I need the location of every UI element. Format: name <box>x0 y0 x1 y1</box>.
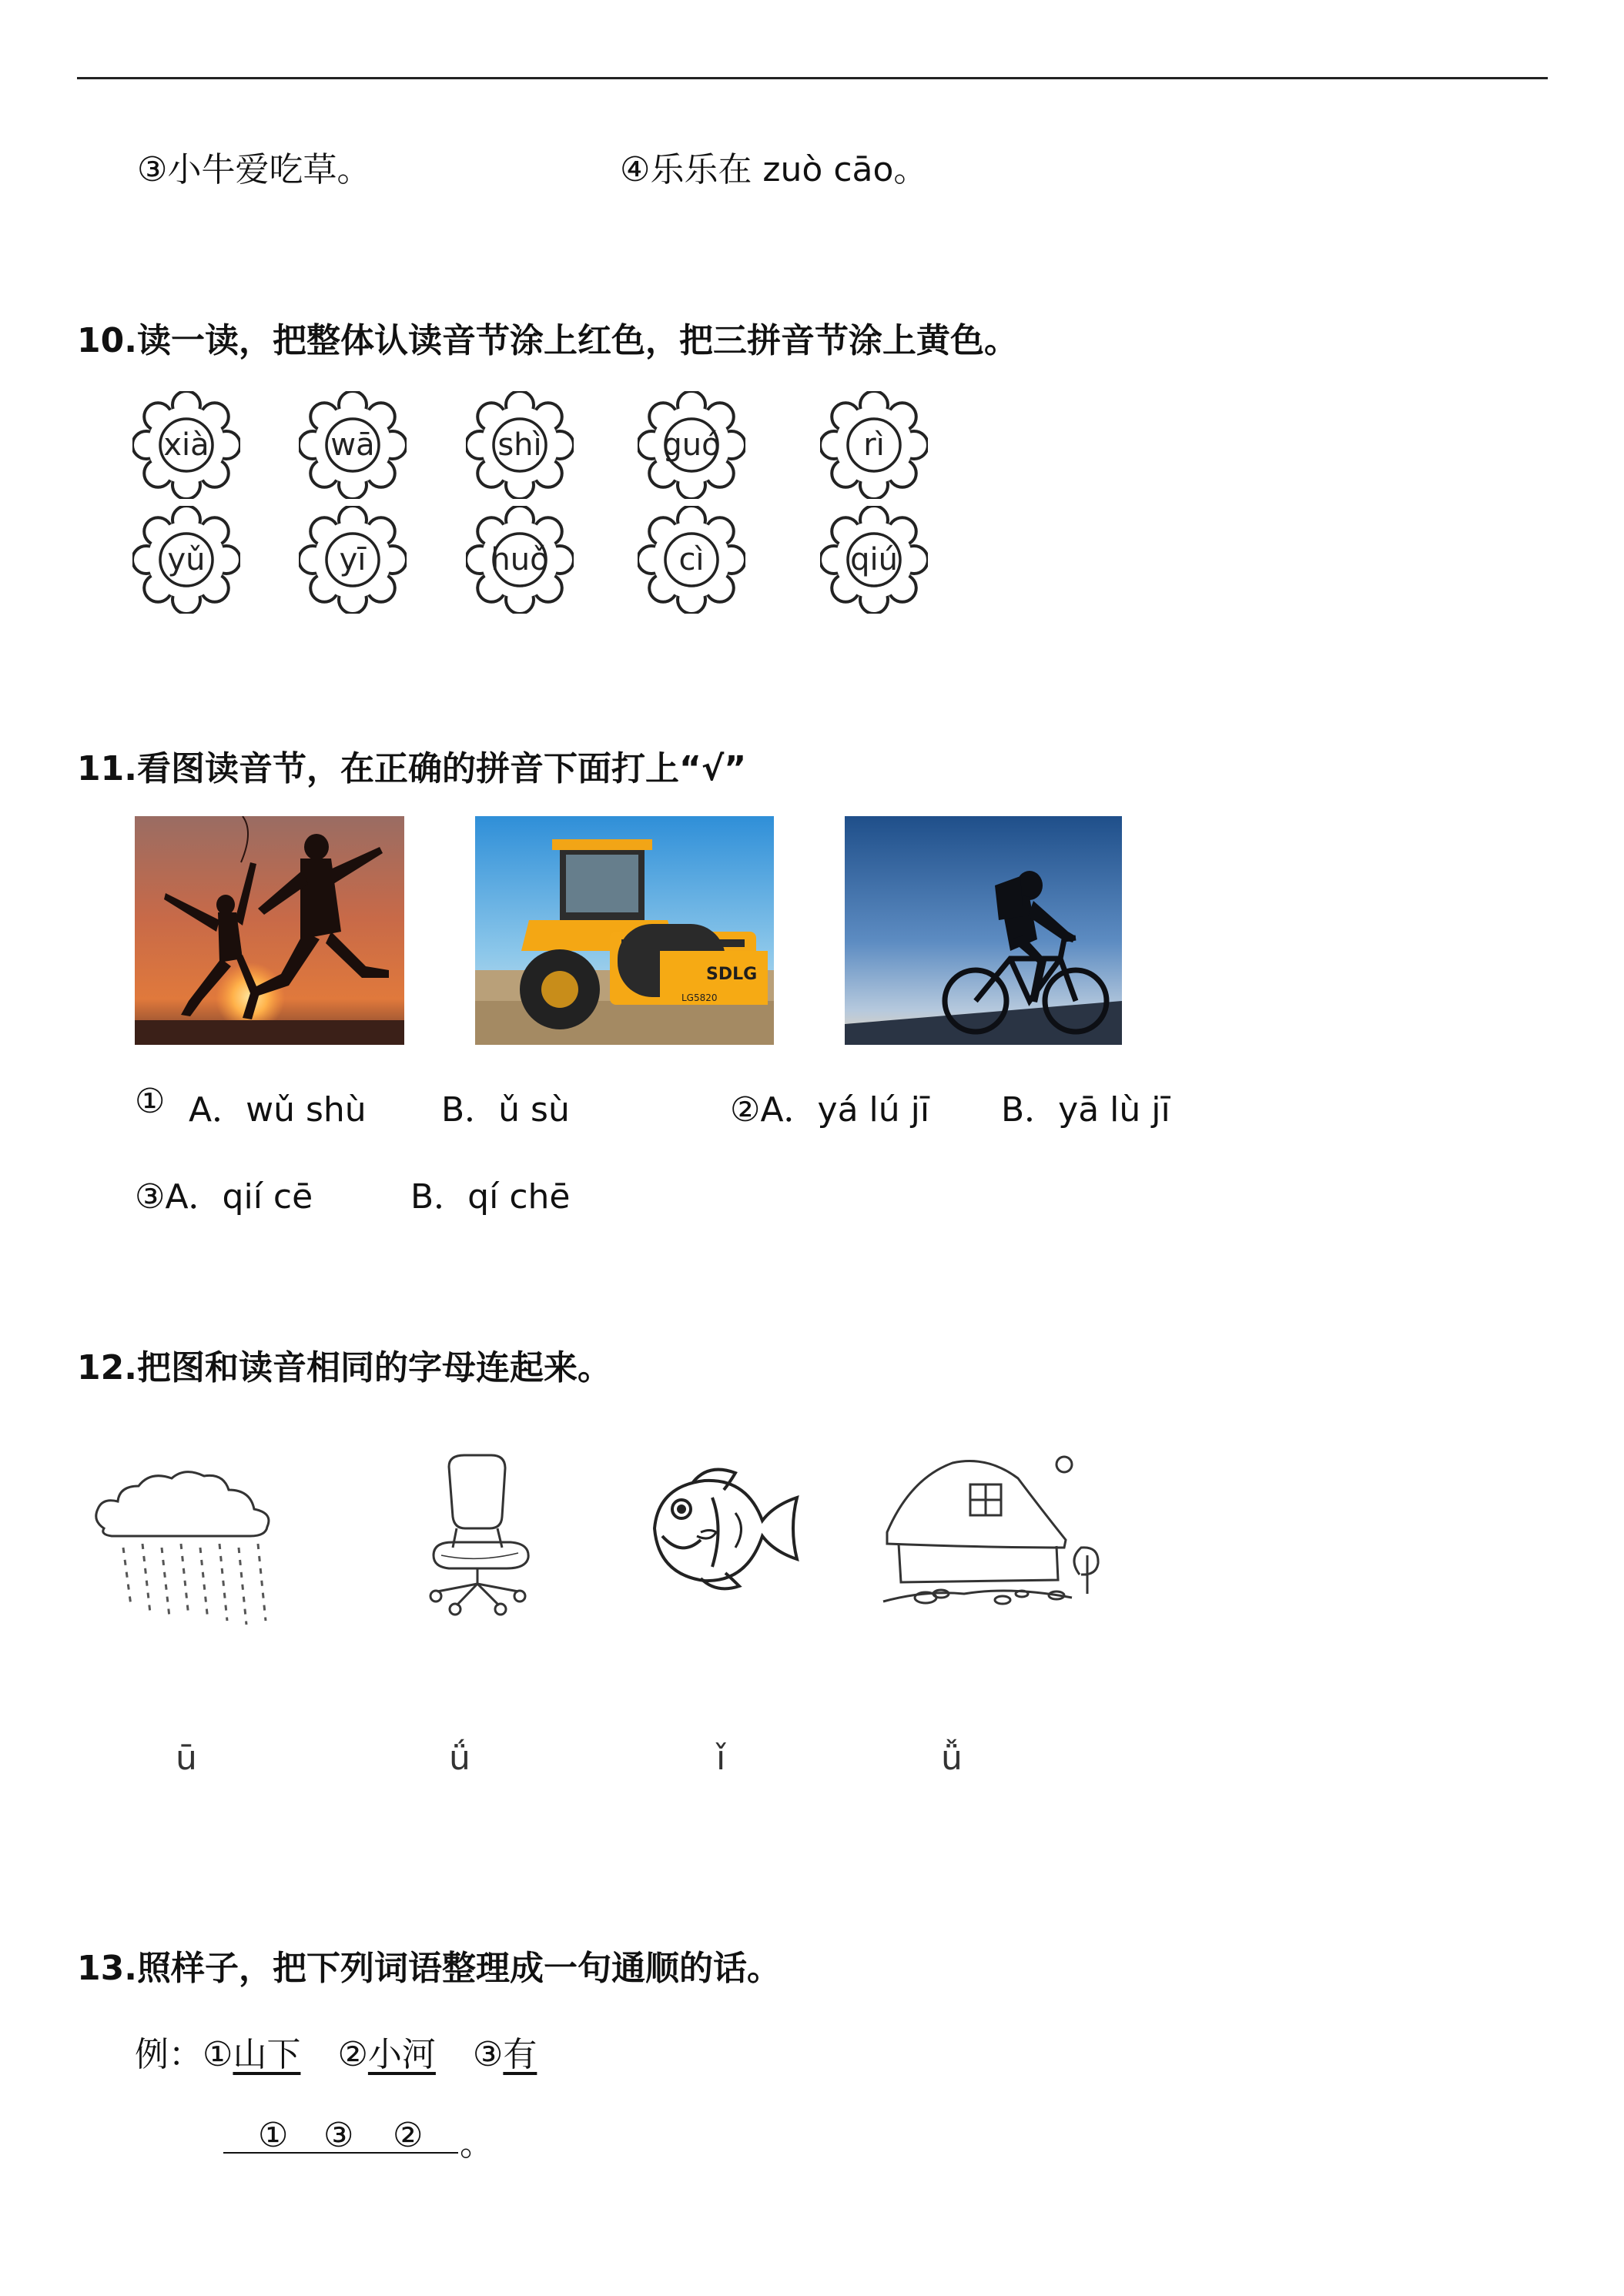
q11-opt1-a[interactable]: A．wǔ shù <box>189 1090 367 1130</box>
syllable-label: huǒ <box>491 542 549 577</box>
syllable-label: cì <box>678 542 705 577</box>
answer-period: 。 <box>460 2124 494 2164</box>
syllable-label: qiú <box>850 542 898 577</box>
syllable-label: yī <box>339 542 367 577</box>
flower-ri[interactable] <box>820 391 928 499</box>
q13-example <box>135 2027 537 2076</box>
letter-u-umlaut-caron[interactable]: ǚ <box>941 1739 963 1778</box>
word-1-num: ① <box>203 2035 233 2074</box>
q9-item-4: ④乐乐在 zuò cāo。 <box>620 150 928 189</box>
q12-title: 12.把图和读音相同的字母连起来。 <box>77 1348 611 1387</box>
q11-opt1-b[interactable]: B．ǔ sù <box>441 1090 570 1130</box>
q11-opt3-b[interactable]: B．qí chē <box>410 1177 571 1217</box>
q13-title: 13.照样子，把下列词语整理成一句通顺的话。 <box>77 1949 781 1988</box>
q11-title: 11.看图读音节，在正确的拼音下面打上“√” <box>77 749 747 788</box>
example-prefix: 例： <box>135 2035 203 2074</box>
syllable-label: wā <box>330 427 375 463</box>
letter-u-macron[interactable]: ū <box>176 1739 197 1778</box>
q11-opt2-b[interactable]: B．yā lù jī <box>1001 1090 1170 1130</box>
syllable-label: rì <box>863 427 885 463</box>
fish-icon[interactable] <box>639 1459 809 1598</box>
flower-ci[interactable] <box>638 506 745 614</box>
syllable-label: shì <box>497 427 542 463</box>
syllable-label: yǔ <box>167 542 206 577</box>
answer-num-1: ① <box>258 2116 289 2155</box>
house-icon[interactable] <box>879 1448 1103 1613</box>
rain-cloud-icon[interactable] <box>89 1467 281 1628</box>
answer-num-2: ③ <box>323 2116 354 2155</box>
photo-martial-arts <box>135 816 404 1045</box>
flower-xia[interactable] <box>132 391 240 499</box>
syllable-label: guó <box>662 427 721 463</box>
syllable-label: xià <box>163 427 209 463</box>
roller-model: LG5820 <box>681 992 718 1003</box>
flower-yu[interactable] <box>132 506 240 614</box>
q11-opt3-a[interactable]: ③A．qií cē <box>135 1177 313 1217</box>
chair-icon[interactable] <box>422 1451 534 1617</box>
letter-i-caron[interactable]: ǐ <box>716 1739 726 1778</box>
word-3-num: ③ <box>472 2035 504 2074</box>
q9-item-3: ③小牛爱吃草。 <box>137 150 371 189</box>
flower-shi[interactable] <box>466 391 574 499</box>
flower-wa[interactable] <box>299 391 407 499</box>
q11-opt2-a[interactable]: ②A．yá lú jī <box>730 1090 930 1130</box>
flower-guo[interactable] <box>638 391 745 499</box>
flower-huo[interactable] <box>466 506 574 614</box>
answer-num-3: ② <box>393 2116 424 2155</box>
roller-brand: SDLG <box>706 965 758 984</box>
q10-title: 10.读一读，把整体认读音节涂上红色，把三拼音节涂上黄色。 <box>77 321 1018 360</box>
word-2: 小河 <box>367 2035 436 2074</box>
photo-road-roller <box>475 816 774 1045</box>
word-3: 有 <box>503 2035 537 2074</box>
flower-yi[interactable] <box>299 506 407 614</box>
word-2-num: ② <box>337 2035 368 2074</box>
photo-cyclist <box>845 816 1122 1045</box>
flower-qiu[interactable] <box>820 506 928 614</box>
header-rule <box>77 77 1548 79</box>
q11-opt1-num: ① <box>135 1082 166 1121</box>
word-1: 山下 <box>233 2035 301 2074</box>
letter-u-umlaut-acute[interactable]: ǘ <box>449 1739 470 1778</box>
